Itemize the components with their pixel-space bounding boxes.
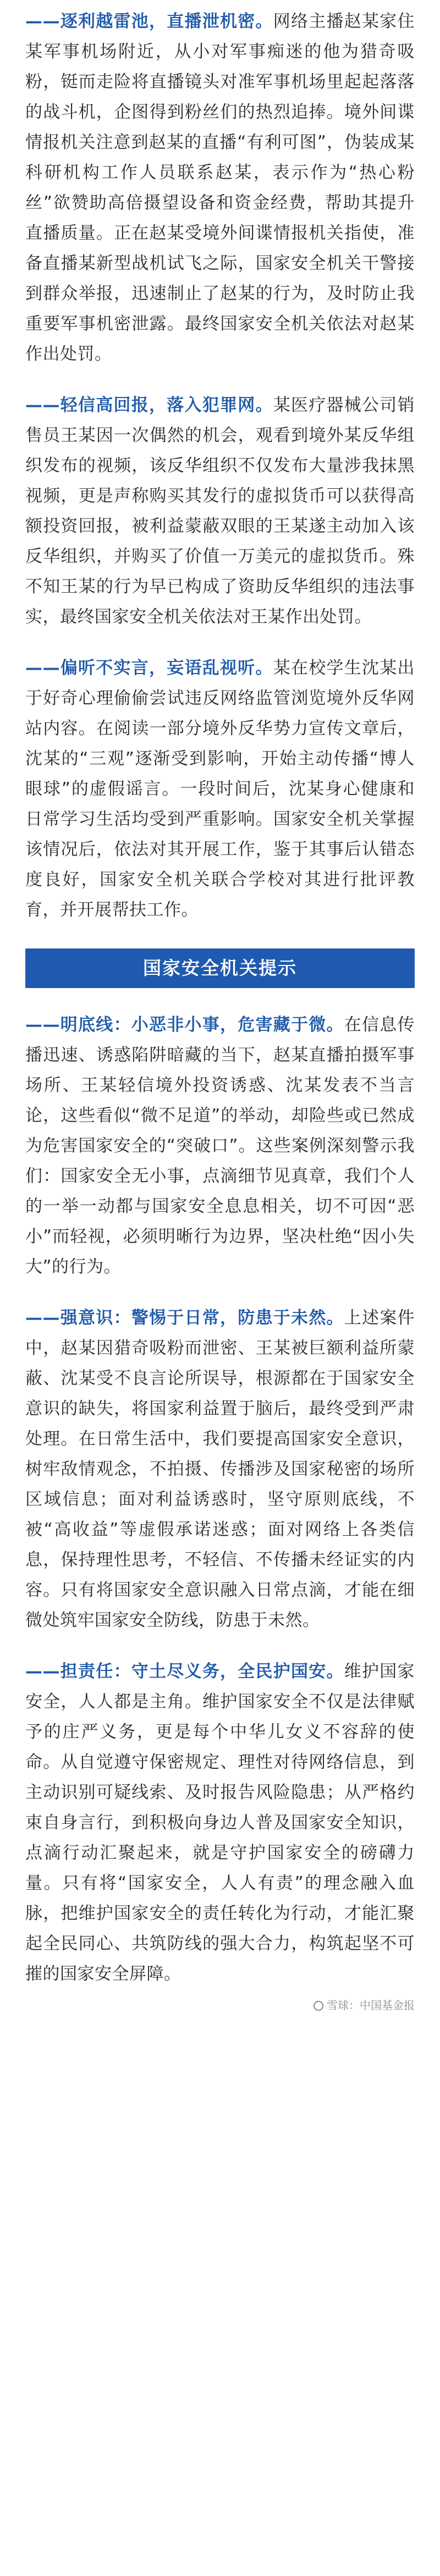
watermark [25, 1997, 415, 2014]
case-paragraph-2 [25, 390, 415, 632]
tip-heading-3: ——担责任：守土尽义务，全民护国安。 [25, 1662, 344, 1681]
tip-paragraph-2 [25, 1303, 415, 1636]
section-banner: 国家安全机关提示 [25, 948, 415, 988]
case-heading-2: ——轻信高回报，落入犯罪网。 [25, 395, 273, 415]
case-body-3: 某在校学生沈某出于好奇心理偷偷尝试违反网络监管浏览境外反华网站内容。在阅读一部分境外反华势力宣传文章后，沈某的“三观”逐渐受到影响，开始主动传播“博人眼球”的虚假谣言。一段时间后，沈某身心健康和日常学习生活均受到严重影响。国家安全机关掌握该情况后，依法对其开展工作，鉴于其事后认错态度良好，国家安全机关联合学校对其进行批评教育，并开展帮扶工作。 [25, 658, 415, 920]
case-body-1: 网络主播赵某家住某军事机场附近，从小对军事痴迷的他为猎奇吸粉，铤而走险将直播镜头对准军事机场里起起落落的战斗机，企图得到粉丝们的热烈追捧。境外间谍情报机关注意到赵某的直播“有利可图”，伪装成某科研机构工作人员联系赵某，表示作为“热心粉丝”欲赞助高倍摄望设备和资金经费，帮助其提升直播质量。正在赵某受境外间谍情报机关指使，准备直播某新型战机试飞之际，国家安全机关干警接到群众举报，迅速制止了赵某的行为，及时防止我重要军事机密泄露。最终国家安全机关依法对赵某作出处罚。 [25, 12, 415, 364]
tip-body-3: 维护国家安全，人人都是主角。维护国家安全不仅是法律赋予的庄严义务，更是每个中华儿女义不容辞的使命。从自觉遵守保密规定、理性对待网络信息，到主动识别可疑线索、及时报告风险隐患；从严格约束自身言行，到积极向身边人普及国家安全知识，点滴行动汇聚起来，就是守护国家安全的磅礴力量。只有将“国家安全，人人有责”的理念融入血脉，把维护国家安全的责任转化为行动，才能汇聚起全民同心、共筑防线的强大合力，构筑起坚不可摧的国家安全屏障。 [25, 1662, 415, 1984]
tip-heading-1: ——明底线：小恶非小事，危害藏于微。 [25, 1015, 344, 1035]
tip-paragraph-3 [25, 1657, 415, 1989]
case-heading-1: ——逐利越雷池，直播泄机密。 [25, 12, 273, 31]
case-paragraph-1 [25, 7, 415, 369]
watermark-text: 雪球：中国基金报 [327, 1999, 415, 2012]
case-heading-3: ——偏听不实言，妄语乱视听。 [25, 658, 273, 678]
tip-body-2: 上述案件中，赵某因猎奇吸粉而泄密、王某被巨额利益所蒙蔽、沈某受不良言论所误导，根源都在于国家安全意识的缺失，将国家利益置于脑后，最终受到严肃处理。在日常生活中，我们要提高国家安全意识，树牢敌情观念，不拍摄、传播涉及国家秘密的场所区域信息；面对利益诱惑时，坚守原则底线，不被“高收益”等虚假承诺迷惑；面对网络上各类信息，保持理性思考，不轻信、不传播未经证实的内容。只有将国家安全意识融入日常点滴，才能在细微处筑牢国家安全防线，防患于未然。 [25, 1308, 415, 1630]
case-paragraph-3 [25, 653, 415, 925]
tip-body-1: 在信息传播迅速、诱惑陷阱暗藏的当下，赵某直播拍摄军事场所、王某轻信境外投资诱惑、沈某发表不当言论，这些看似“微不足道”的举动，却险些或已然成为危害国家安全的“突破口”。这些案例深刻警示我们：国家安全无小事，点滴细节见真章，我们个人的一举一动都与国家安全息息相关，切不可因“恶小”而轻视，必须明晰行为边界，坚决杜绝“因小失大”的行为。 [25, 1015, 415, 1277]
tip-heading-2: ——强意识：警惕于日常，防患于未然。 [25, 1308, 344, 1328]
case-body-2: 某医疗器械公司销售员王某因一次偶然的机会，观看到境外某反华组织发布的视频，该反华组织不仅发布大量涉我抹黑视频，更是声称购买其发行的虚拟货币可以获得高额投资回报，被利益蒙蔽双眼的王某遂主动加入该反华组织，并购买了价值一万美元的虚拟货币。殊不知王某的行为早已构成了资助反华组织的违法事实，最终国家安全机关依法对王某作出处罚。 [25, 395, 415, 627]
tip-paragraph-1 [25, 1010, 415, 1282]
snowball-logo-icon [314, 2001, 323, 2011]
